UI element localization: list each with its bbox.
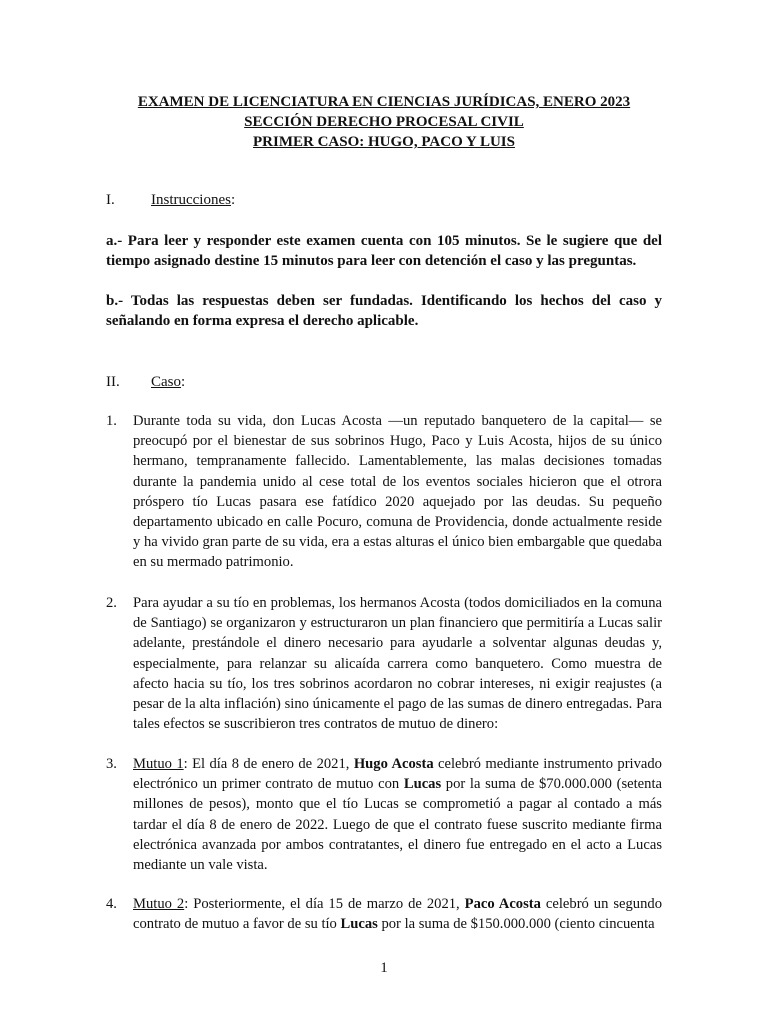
item-text: Para ayudar a su tío en problemas, los hermanos Acosta (todos domiciliados en la comuna de Santiago) se organizaron y estructuraron un plan financiero que permitiría a Lucas salir adelante, prestándole el dinero necesario para ayudarle a solventar algunas deudas y, especialmente, para relanzar su alicaída carrera como banquetero. Como muestra de afecto hacia su tío, los tres sobrinos acordaron no cobrar intereses, ni exigir reajustes (a pesar de la alta inflación) sino únicamente el pago de las sumas de dinero entregadas. Para tales efectos se suscribieron tres contratos de mutuo de dinero: [133,595,662,733]
borrower-name: Lucas [340,916,378,933]
instruction-b: b.- Todas las respuestas deben ser fundadas. Identificando los hechos del caso y señalando en forma expresa el derecho aplicable. [106,293,662,329]
instruction-a: a.- Para leer y responder este examen cuenta con 105 minutos. Se le sugiere que del tiempo asignado destine 15 minutos para leer con detención el caso y las preguntas. [106,233,662,269]
case-item [106,894,662,934]
case-item [106,754,662,875]
case-item [106,593,662,734]
exam-title: EXAMEN DE LICENCIATURA EN CIENCIAS JURÍDICAS, ENERO 2023 [137,94,631,110]
page-number: 1 [380,960,388,976]
text-fragment: por la suma de $150.000.000 (ciento cincuenta [377,916,655,933]
section-title: SECCIÓN DERECHO PROCESAL CIVIL [244,114,524,130]
section-title-text: Caso [151,374,181,390]
lender-name: Paco Acosta [464,896,541,912]
text-fragment: por la suma de $70.000.000 (setenta millones de pesos), monto que el tío Lucas se comprometió a pagar al contado a más tardar el día 8 de enero de 2022. Luego de que el contrato fuese suscrito mediante firma electrónica avanzada por ambos contratantes, el dinero fue entregado en el acto a Lucas mediante un vale vista. [133,776,662,874]
section-number: I. [106,192,115,208]
item-text [133,754,662,875]
item-text [133,894,662,934]
item-text: Durante toda su vida, don Lucas Acosta —un reputado banquetero de la capital— se preocupó por el bienestar de sus sobrinos Hugo, Paco y Luis Acosta, hijos de su único hermano, tempranamente fallecido. Lamentablemente, las malas decisiones tomadas durante la pandemia unido al cese total de los eventos sociales hicieron que el otrora próspero tío Lucas pasara ese fatídico 2020 aquejado por las deudas. Su pequeño departamento ubicado en calle Pocuro, comuna de Providencia, donde actualmente reside y ha vivido gran parte de su vida, era a estas alturas el único bien embargable que quedaba en su mermado patrimonio. [133,413,662,571]
item-number: 4. [106,896,117,912]
text-fragment: : El día 8 de enero de 2021, [183,756,354,772]
loan-label: Mutuo 1 [133,756,184,772]
section-colon: : [230,192,236,208]
case-title: PRIMER CASO: HUGO, PACO Y LUIS [253,134,515,150]
loan-label: Mutuo 2 [133,896,185,912]
text-fragment: celebró mediante instrumento privado electrónico un primer contrato de mutuo con [133,756,662,793]
borrower-name: Lucas [403,776,442,793]
document-header [0,92,768,152]
text-fragment: : Posteriormente, el día 15 de marzo de 2021, [184,896,465,912]
section-title-text: Instrucciones [151,192,231,208]
section-case-heading [106,372,185,392]
lender-name: Hugo Acosta [353,756,434,772]
text-fragment: celebró un segundo contrato de mutuo a favor de su tío [133,896,662,933]
item-number: 2. [106,595,117,611]
section-number: II. [106,374,120,390]
section-instructions-heading [106,190,235,210]
case-item [106,411,662,573]
section-colon: : [181,374,186,390]
item-number: 3. [106,756,117,772]
item-number: 1. [106,413,117,429]
